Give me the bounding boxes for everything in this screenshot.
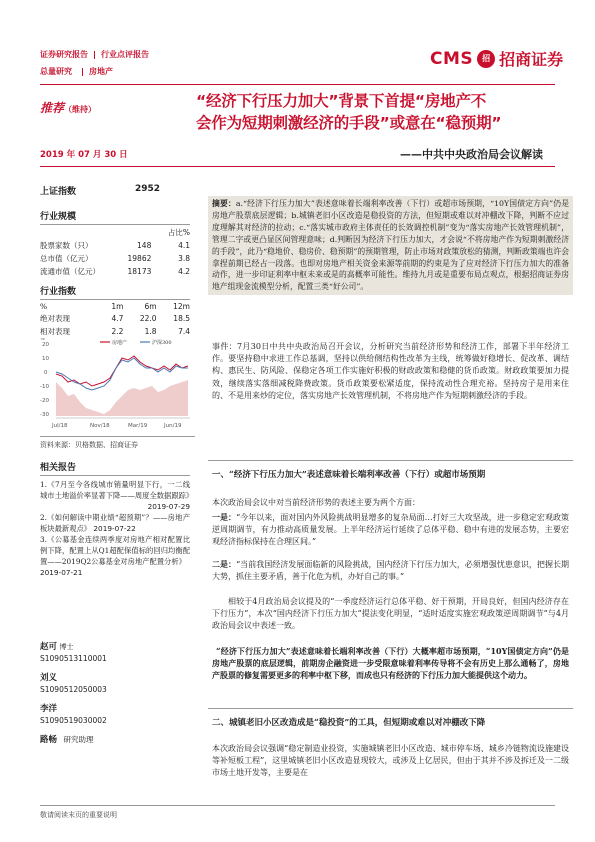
col-header: 1m [111, 302, 124, 311]
title-rule [40, 166, 555, 167]
divider [40, 299, 190, 300]
point-label: 二是： [212, 559, 237, 569]
event-paragraph: 事件：7月30日中共中央政治局召开会议，分析研究当前经济形势和经济工作，部署下半年经济工作。要坚持稳中求进工作总基调，坚持以供给侧结构性改革为主线，统筹做好稳增长、促改革、调结构、惠民生、防风险、保稳定各项工作实施好积极的财政政策和稳健的货币政策。财政政策要加力提效，继续落实落细减税降费政策。货币政策要松紧适度，保持流动性合理充裕。坚持房子是用来住的、不是用来炒的定位，落实房地产长效管理机制，不将房地产作为短期刺激经济的手段。 [212, 342, 569, 400]
relative-performance-area [56, 380, 188, 416]
company-logo [430, 47, 563, 70]
row-pct: 4.2 [178, 267, 190, 276]
related-report-link[interactable]: 3.《公募基金连续两季度对房地产相对配置比例下降，配置上从Q1超配保值标的回归均衡配置——2019Q2公募基金对房地产配置分析》 [40, 535, 190, 566]
analyst-title: 博士 [59, 643, 74, 651]
index-chart-svg [40, 338, 195, 430]
divider [208, 460, 573, 461]
csi300-series-line [56, 358, 188, 390]
point-text: “当前我国经济发展面临新的风险挑战，国内经济下行压力加大，必须增强忧患意识，把握长期大势，抓住主要矛盾，善于化危为机，办好自己的事。” [212, 560, 569, 582]
analyst-id: S1090513110001 [40, 654, 107, 663]
index-chart [40, 338, 195, 430]
y-tick: 10 [42, 356, 49, 362]
analyst-entry [40, 672, 195, 695]
report-date: 2019 年 07 月 30 日 [40, 150, 128, 160]
related-report-link[interactable]: 1.《7月至今各线城市销量明显下行，一二线城市土地溢价率显著下降——周度全数据跟踪》 [40, 480, 194, 500]
table-row [40, 265, 190, 278]
logo-text-en: CMS [430, 48, 474, 69]
divider [40, 436, 195, 437]
divider [40, 475, 190, 476]
analyst-id: S1090512050003 [40, 685, 107, 694]
divider [208, 708, 573, 709]
related-report-link[interactable]: 2.《如何解读中期业绩“超预期”？——房地产板块最新观点》 [40, 513, 190, 533]
row-label: 流通市值（亿元） [40, 267, 100, 276]
row-pct: 3.8 [178, 254, 190, 263]
table-row [40, 239, 190, 252]
legend-label-real-estate: 房地产 [112, 340, 128, 346]
section-2-paragraph: 本次政治局会议强调“稳定制造业投资，实施城镇老旧小区改造、城市停车场、城乡冷链物流设施建设等补短板工程”，这里城镇老旧小区改造显现较大，或涉及上亿居民，但由于其并不涉及拆迁及一二级市场土地开发等，主要是在 [212, 744, 569, 778]
analyst-entry [40, 703, 195, 726]
performance-title: 行业指数 [40, 287, 77, 297]
performance-block [40, 284, 195, 338]
report-title [196, 90, 568, 134]
section-1-intro: 本次政治局会议中对当前经济形势的表述主要为两个方面： [212, 498, 420, 507]
analyst-id: S1090519030002 [40, 716, 107, 725]
index-block [40, 184, 195, 197]
analyst-entry [40, 641, 195, 664]
list-item[interactable] [40, 512, 190, 534]
section-1-comparison: 相较于4月政治局会议提及的“一季度经济运行总体平稳、好于预期，开局良好，但国内经济存在下行压力”，本次“国内经济下行压力加大”提法变化明显，“适时适度实施宏观政策逆周期调节”与4月政治局会议中表述一致。 [212, 597, 569, 631]
list-item[interactable] [40, 534, 190, 578]
legend-label-csi300: 沪深300 [152, 340, 172, 346]
row-value: 18.5 [173, 314, 190, 323]
row-value: 148 [137, 241, 152, 250]
research-type: 总量研究 [40, 67, 72, 76]
performance-table [40, 301, 190, 338]
index-label: 上证指数 [40, 187, 77, 197]
abstract-box [208, 196, 573, 295]
report-subtype: 行业点评报告 [101, 50, 149, 59]
col-header: 6m [144, 302, 157, 311]
section-2-heading: 二、城镇老旧小区改造成是“稳投资”的工具，但短期或难以对冲棚改下降 [212, 718, 486, 728]
sector-name: 房地产 [89, 67, 113, 76]
y-tick: 20 [42, 342, 49, 348]
y-tick: -20 [40, 398, 49, 404]
x-axis-ticks [51, 423, 182, 429]
y-tick: -10 [40, 384, 49, 390]
divider [40, 224, 190, 225]
section-1-conclusion: “经济下行压力加大”表述意味着长端利率改善（下行）大概率超市场预期，“10Y国债定方向”仍是房地产股票的底层逻辑，前期房企融资进一步受限意味着利率传导将不会有历史上那么通畅了，房地产股票的修复需要更多的利率中枢下移，而成也只有经济的下行压力加大能提供这个动力。 [212, 646, 569, 681]
title-line-2: 会作为短期刺激经济的手段”或意在“稳预期” [196, 114, 502, 132]
table-header-row [40, 301, 190, 312]
related-report-list [40, 479, 194, 578]
y-tick: -30 [40, 412, 49, 418]
logo-emblem-icon: 招 [477, 50, 495, 68]
abstract-text: a.“经济下行压力加大”表述意味着长端利率改善（下行）或超市场预期，“10Y国债定方向”仍是房地产股票底层逻辑；b.城镇老旧小区改造是稳投资的方法，但短期或难以对冲棚改下降，判断不应过度理解其对经济的拉动；c.“落实城市政府主体责任的长效调控机制”变为“落实房地产长效管理机制”，管理二字或更凸显区间管理意味；d.判断因为经济下行压力加大，才会说“不将房地产作为短期刺激经济的手段”，此乃“稳地价、稳房价、稳预期”的预期管理，防止市场对政策放松的猜测，判断政策端也许会拿捏前期已经占一段落。也即对房地产相关资金来源等前期的约束是为了应对经济下行压力加大的准备动作，进一步印证利率中枢未来或是的高概率可能性。维持九月或是重要布局点观点，根据招商证券房地产组现金流模型分析，配置三类“好公司”。 [212, 199, 570, 292]
row-label: 股票家数（只） [40, 241, 93, 250]
related-report-date: 2019-07-21 [40, 568, 83, 577]
row-label: 相对表现 [40, 327, 70, 336]
related-report-date: 2019-07-29 [147, 502, 190, 511]
rating-label [40, 99, 96, 116]
header-divider [94, 51, 95, 59]
analyst-entry [40, 734, 195, 746]
footer-note: 敬请阅读末页的重要说明 [40, 811, 117, 819]
footer-rule [40, 805, 555, 806]
col-header: 12m [173, 302, 190, 311]
related-report-date: 2019-07-22 [93, 524, 136, 533]
section-1-point-2 [212, 558, 569, 583]
industry-scale-title: 行业规模 [40, 212, 77, 222]
row-pct: 4.1 [178, 241, 190, 250]
header-rule [40, 84, 555, 85]
col-header: % [40, 302, 48, 311]
pct-header: 占比% [167, 228, 190, 237]
chart-source-note: 资料来源：贝格数据、招商证券 [40, 441, 138, 449]
section-1-heading: 一、“经济下行压力加大”表述意味着长端利率改善（下行）或超市场预期 [212, 470, 486, 480]
row-label: 总市值（亿元） [40, 254, 93, 263]
table-row [40, 312, 190, 325]
analyst-name: 李洋 [40, 704, 58, 714]
report-subtitle: ——中共中央政治局会议解读 [400, 148, 543, 161]
row-value: 7.4 [178, 327, 190, 336]
report-type: 证券研究报告 [40, 50, 88, 59]
header-divider [82, 68, 83, 76]
row-value: 18173 [127, 267, 152, 276]
section-1-point-1 [212, 511, 569, 549]
industry-scale-block [40, 209, 195, 278]
header-line-1 [40, 49, 149, 60]
title-line-1: “经济下行压力加大”背景下首提“房地产不 [196, 92, 487, 110]
x-tick: Nov/18 [90, 423, 110, 429]
analyst-name: 刘义 [40, 673, 58, 683]
header-line-2 [40, 66, 113, 77]
analyst-title: 研究助理 [63, 735, 94, 744]
rating-sub: （维持） [64, 105, 97, 114]
analyst-name: 赵可 [40, 642, 58, 652]
abstract-label: 摘要： [212, 199, 236, 208]
table-header-row [40, 226, 190, 239]
index-value: 2952 [134, 184, 160, 194]
table-row [40, 252, 190, 265]
y-axis-ticks [40, 342, 49, 418]
related-reports-title: 相关报告 [40, 463, 77, 473]
table-row [40, 325, 190, 338]
x-tick: Jun/19 [164, 423, 182, 429]
rating-value: 推荐 [40, 101, 65, 115]
row-label: 绝对表现 [40, 314, 70, 323]
related-reports [40, 460, 195, 578]
analyst-list [40, 641, 195, 746]
analyst-name: 路畅 [40, 735, 58, 745]
row-value: 2.2 [111, 327, 124, 336]
row-value: 4.7 [111, 314, 124, 323]
chart-legend [100, 339, 172, 346]
point-text: “今年以来，面对国内外风险挑战明显增多的复杂局面…打好三大攻坚战，进一步稳定宏观政策逆周期调节，有力推动高质量发展。上半年经济运行延续了总体平稳、稳中有进的发展态势，主要宏观经济指标保持在合理区间。” [212, 513, 569, 547]
y-tick: 0 [44, 370, 48, 376]
industry-scale-table [40, 226, 190, 278]
x-tick: Jul/18 [52, 423, 68, 429]
list-item[interactable] [40, 479, 194, 512]
x-tick: Mar/19 [128, 423, 148, 429]
point-label: 一是： [212, 512, 237, 522]
row-value: 19862 [127, 254, 152, 263]
y-axis-unit: % [40, 338, 45, 342]
row-value: 22.0 [139, 314, 157, 323]
logo-text-cn: 招商证券 [499, 50, 564, 69]
row-value: 1.8 [144, 327, 157, 336]
